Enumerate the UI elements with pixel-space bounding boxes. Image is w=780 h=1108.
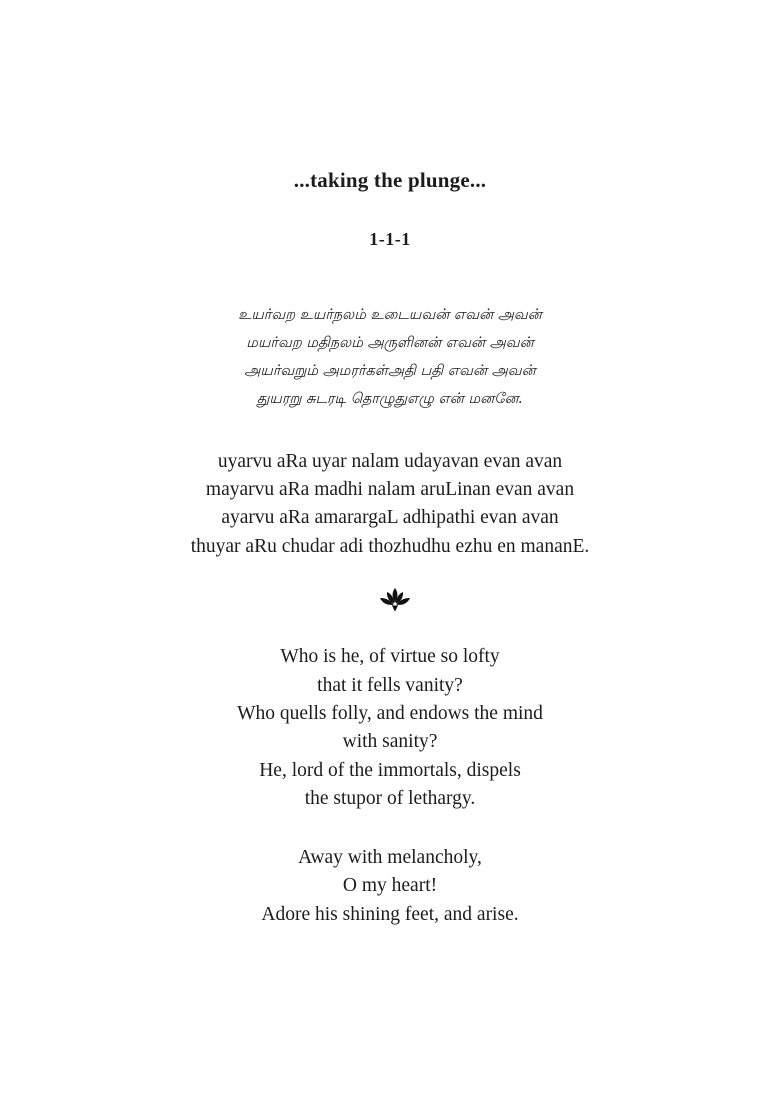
transliteration-line: uyarvu aRa uyar nalam udayavan evan avan [217,451,563,472]
translation-line: O my heart! [342,875,438,896]
translation-line: with sanity? [342,731,438,752]
translation-line: that it fells vanity? [317,675,463,696]
translation-line: Adore his shining feet, and arise. [261,904,519,925]
tamil-line: மயர்வற மதிநலம் அருளினன் எவன் அவன் [246,335,534,351]
page-title: ...taking the plunge... [293,168,487,192]
translation-line: Who quells folly, and endows the mind [237,703,543,724]
translation-line: the stupor of lethargy. [304,788,476,809]
translation-line: Who is he, of virtue so lofty [280,646,500,667]
tamil-line: அயர்வறும் அமரர்கள்அதி பதி எவன் அவன் [244,363,536,379]
tamil-line: உயர்வற உயர்நலம் உடையவன் எவன் அவன் [238,307,542,323]
lotus-icon [378,587,412,613]
transliteration-line: mayarvu aRa madhi nalam aruLinan evan avan [205,479,575,500]
transliteration-line: ayarvu aRa amarargaL adhipathi evan avan [221,507,559,528]
translation-line: Away with melancholy, [298,847,482,868]
translation-line: He, lord of the immortals, dispels [259,760,521,781]
tamil-line: துயரறு சுடரடி தொழுதுஎழு என் மனனே. [256,391,524,407]
verse-number: 1-1-1 [369,229,411,249]
transliteration-line: thuyar aRu chudar adi thozhudhu ezhu en mananE. [190,536,590,557]
